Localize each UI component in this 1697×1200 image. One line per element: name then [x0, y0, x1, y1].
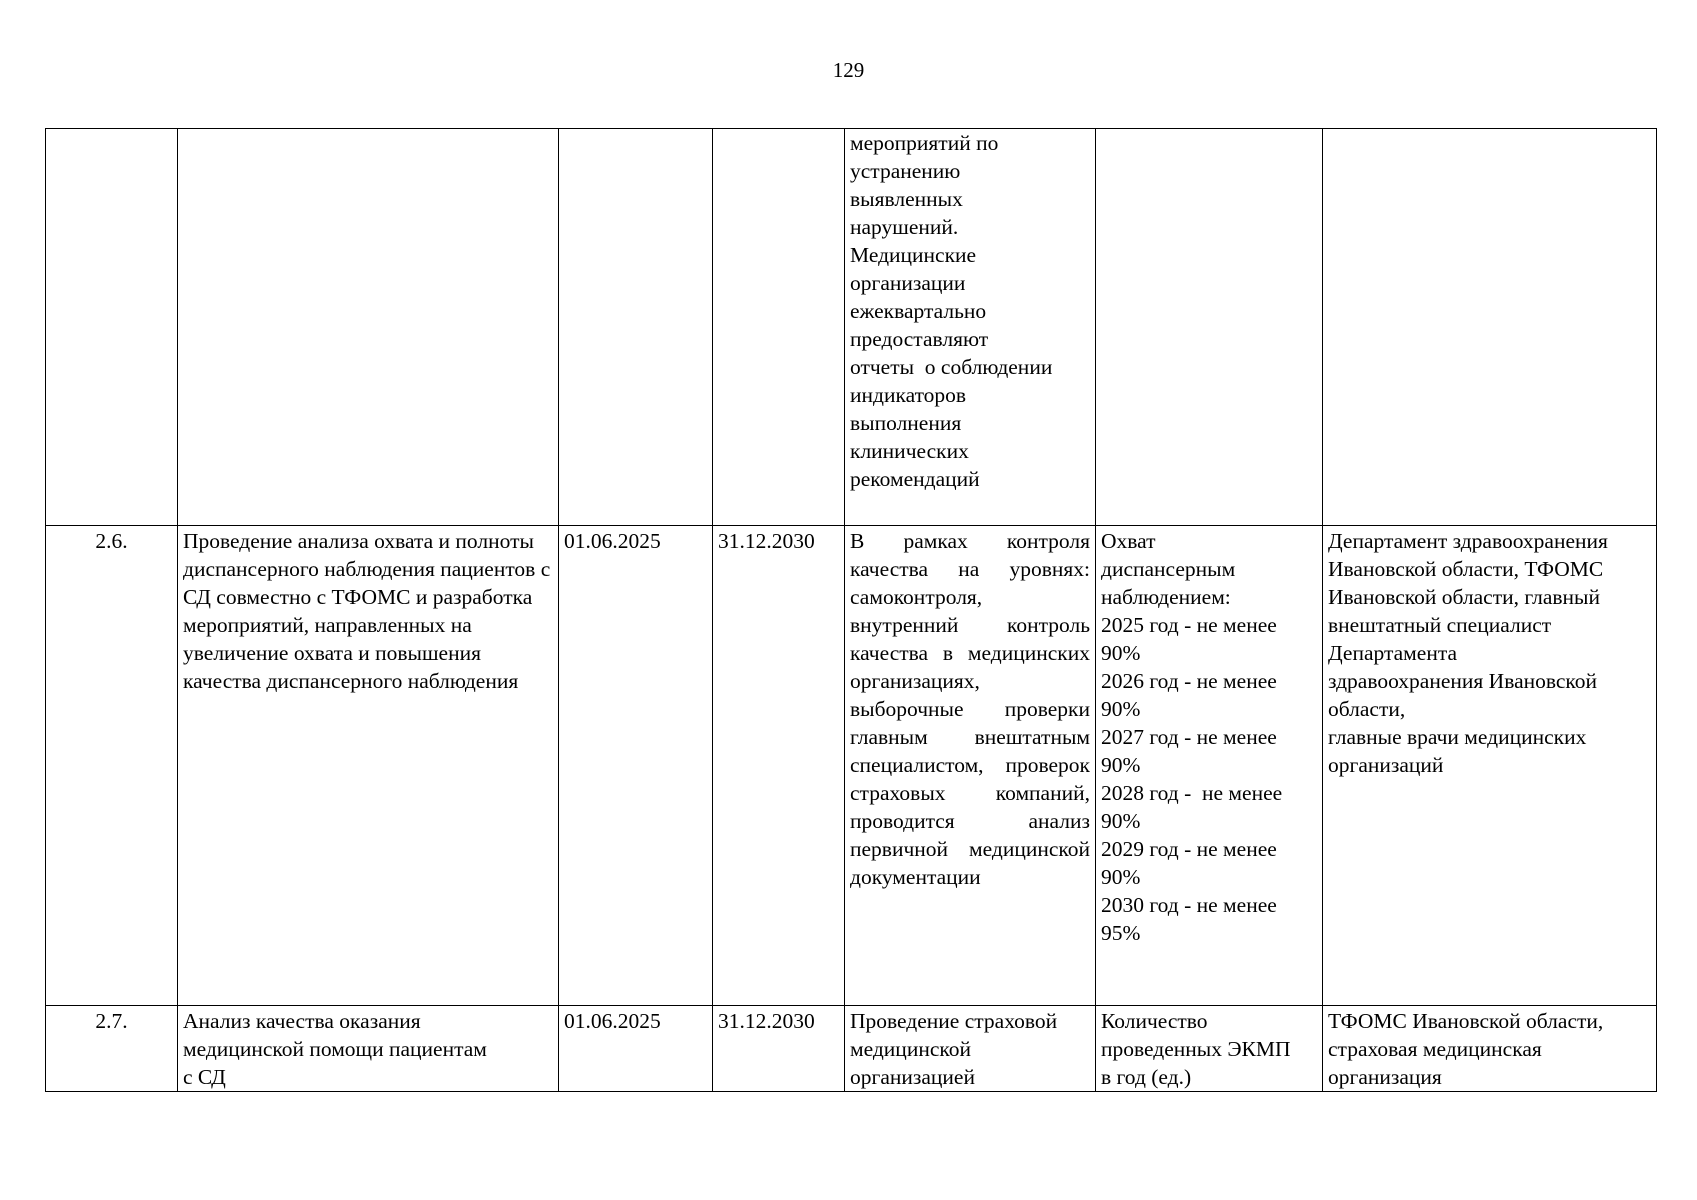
- cell-number: 2.6.: [46, 526, 178, 1006]
- cell-start-date: [559, 129, 713, 526]
- responsible-line: Департамента: [1328, 641, 1458, 665]
- indicator-line: 90%: [1101, 641, 1141, 665]
- name-line: с СД: [183, 1065, 226, 1089]
- indicator-line: в год (ед.): [1101, 1065, 1192, 1089]
- name-line: медицинской помощи пациентам: [183, 1037, 487, 1061]
- cell-indicator: [1096, 129, 1323, 526]
- indicator-line: 90%: [1101, 753, 1141, 777]
- cell-description: В рамках контроля качества на уровнях: самоконтроля, внутренний контроль качества в медицинских организациях, выборочные проверки главным внештатным специалистом, проверок страховых компаний, проводится анализ первичной медицинской документации: [845, 526, 1096, 1006]
- indicator-line: Количество: [1101, 1009, 1208, 1033]
- indicator-line: 90%: [1101, 809, 1141, 833]
- description-line: индикаторов: [850, 383, 967, 407]
- cell-start-date: 01.06.2025: [559, 526, 713, 1006]
- cell-indicator: [1096, 1006, 1323, 1092]
- cell-description: [845, 129, 1096, 526]
- indicator-line: 2028 год - не менее: [1101, 781, 1283, 805]
- cell-name: [178, 129, 559, 526]
- cell-responsible: [1323, 1006, 1657, 1092]
- description-line: клинических: [850, 439, 969, 463]
- indicator-line: 2025 год - не менее: [1101, 613, 1277, 637]
- description-line: мероприятий по: [850, 131, 999, 155]
- description-line: предоставляют: [850, 327, 989, 351]
- table-row-2-7: [46, 1006, 1657, 1092]
- responsible-line: Ивановской области, главный: [1328, 585, 1600, 609]
- description-line: Проведение страховой: [850, 1009, 1058, 1033]
- table-row-continuation: [46, 129, 1657, 526]
- description-line: организацией: [850, 1065, 975, 1089]
- description-line: медицинской: [850, 1037, 971, 1061]
- indicator-line: 2029 год - не менее: [1101, 837, 1277, 861]
- description-line: отчеты о соблюдении: [850, 355, 1053, 379]
- page-number: 129: [832, 58, 865, 82]
- responsible-line: организация: [1328, 1065, 1442, 1089]
- responsible-line: главные врачи медицинских: [1328, 725, 1587, 749]
- indicator-line: 90%: [1101, 697, 1141, 721]
- description-line: организации: [850, 271, 966, 295]
- responsible-line: страховая медицинская: [1328, 1037, 1542, 1061]
- cell-number: [46, 129, 178, 526]
- cell-end-date: 31.12.2030: [713, 1006, 845, 1092]
- indicator-line: 2027 год - не менее: [1101, 725, 1277, 749]
- indicator-line: Охват: [1101, 529, 1156, 553]
- indicator-line: 2030 год - не менее: [1101, 893, 1277, 917]
- responsible-line: области,: [1328, 697, 1406, 721]
- responsible-line: ТФОМС Ивановской области,: [1328, 1009, 1604, 1033]
- indicator-line: диспансерным: [1101, 557, 1236, 581]
- description-line: ежеквартально: [850, 299, 987, 323]
- cell-start-date: 01.06.2025: [559, 1006, 713, 1092]
- indicator-line: 2026 год - не менее: [1101, 669, 1277, 693]
- description-line: выявленных: [850, 187, 963, 211]
- responsible-line: Ивановской области, ТФОМС: [1328, 557, 1604, 581]
- cell-name: Проведение анализа охвата и полноты диспансерного наблюдения пациентов с СД совместно с ТФОМС и разработка мероприятий, направленных на увеличение охвата и повышения качества диспансерного наблюдения: [178, 526, 559, 1006]
- responsible-line: организаций: [1328, 753, 1444, 777]
- cell-end-date: [713, 129, 845, 526]
- measures-table: [45, 128, 1657, 1092]
- indicator-line: 95%: [1101, 921, 1141, 945]
- responsible-line: внештатный специалист: [1328, 613, 1552, 637]
- description-line: устранению: [850, 159, 961, 183]
- description-line: Медицинские: [850, 243, 977, 267]
- cell-responsible: [1323, 129, 1657, 526]
- indicator-line: наблюдением:: [1101, 585, 1231, 609]
- cell-description: [845, 1006, 1096, 1092]
- cell-name: [178, 1006, 559, 1092]
- description-line: рекомендаций: [850, 467, 980, 491]
- indicator-line: 90%: [1101, 865, 1141, 889]
- indicator-line: проведенных ЭКМП: [1101, 1037, 1291, 1061]
- name-line: Анализ качества оказания: [183, 1009, 421, 1033]
- description-line: выполнения: [850, 411, 962, 435]
- responsible-line: здравоохранения Ивановской: [1328, 669, 1598, 693]
- cell-end-date: 31.12.2030: [713, 526, 845, 1006]
- responsible-line: Департамент здравоохранения: [1328, 529, 1608, 553]
- description-line: нарушений.: [850, 215, 959, 239]
- cell-indicator: [1096, 526, 1323, 1006]
- table-row-2-6: [46, 526, 1657, 1006]
- cell-responsible: [1323, 526, 1657, 1006]
- cell-number: 2.7.: [46, 1006, 178, 1092]
